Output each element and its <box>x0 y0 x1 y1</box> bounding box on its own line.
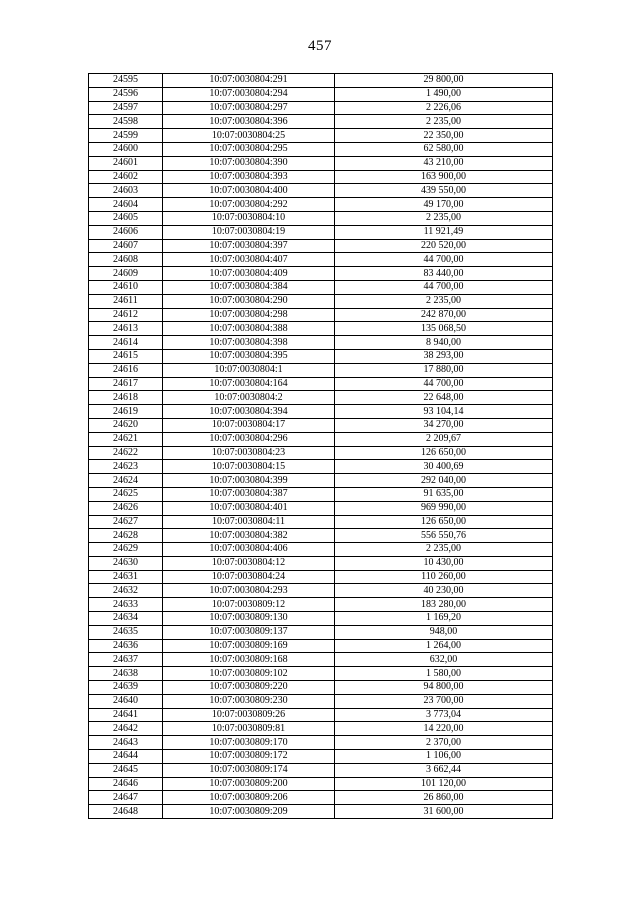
cadastral-number-cell: 10:07:0030809:81 <box>163 722 335 736</box>
row-number-cell: 24606 <box>89 225 163 239</box>
amount-cell: 220 520,00 <box>335 239 553 253</box>
row-number-cell: 24609 <box>89 267 163 281</box>
table-row <box>89 667 553 681</box>
table-row <box>89 543 553 557</box>
table-row <box>89 391 553 405</box>
amount-cell: 101 120,00 <box>335 777 553 791</box>
cadastral-number-cell: 10:07:0030804:298 <box>163 308 335 322</box>
row-number-cell: 24617 <box>89 377 163 391</box>
cadastral-number-cell: 10:07:0030809:102 <box>163 667 335 681</box>
table-row <box>89 805 553 819</box>
cadastral-number-cell: 10:07:0030804:384 <box>163 280 335 294</box>
row-number-cell: 24644 <box>89 750 163 764</box>
row-number-cell: 24622 <box>89 446 163 460</box>
row-number-cell: 24640 <box>89 694 163 708</box>
table-row <box>89 211 553 225</box>
table-row <box>89 460 553 474</box>
amount-cell: 632,00 <box>335 653 553 667</box>
cadastral-number-cell: 10:07:0030804:19 <box>163 225 335 239</box>
table-row <box>89 142 553 156</box>
amount-cell: 1 264,00 <box>335 639 553 653</box>
cadastral-number-cell: 10:07:0030804:399 <box>163 474 335 488</box>
cadastral-number-cell: 10:07:0030804:382 <box>163 529 335 543</box>
table-row <box>89 87 553 101</box>
row-number-cell: 24623 <box>89 460 163 474</box>
cadastral-number-cell: 10:07:0030809:168 <box>163 653 335 667</box>
amount-cell: 1 106,00 <box>335 750 553 764</box>
registry-table <box>88 73 553 819</box>
amount-cell: 163 900,00 <box>335 170 553 184</box>
row-number-cell: 24628 <box>89 529 163 543</box>
cadastral-number-cell: 10:07:0030804:295 <box>163 142 335 156</box>
table-row <box>89 253 553 267</box>
cadastral-number-cell: 10:07:0030804:15 <box>163 460 335 474</box>
amount-cell: 948,00 <box>335 625 553 639</box>
row-number-cell: 24647 <box>89 791 163 805</box>
row-number-cell: 24637 <box>89 653 163 667</box>
cadastral-number-cell: 10:07:0030804:296 <box>163 432 335 446</box>
amount-cell: 44 700,00 <box>335 253 553 267</box>
amount-cell: 3 662,44 <box>335 763 553 777</box>
table-row <box>89 184 553 198</box>
amount-cell: 91 635,00 <box>335 487 553 501</box>
table-row <box>89 101 553 115</box>
row-number-cell: 24624 <box>89 474 163 488</box>
row-number-cell: 24600 <box>89 142 163 156</box>
amount-cell: 17 880,00 <box>335 363 553 377</box>
row-number-cell: 24603 <box>89 184 163 198</box>
cadastral-number-cell: 10:07:0030809:170 <box>163 736 335 750</box>
amount-cell: 242 870,00 <box>335 308 553 322</box>
table-row <box>89 639 553 653</box>
table-row <box>89 750 553 764</box>
table-row <box>89 129 553 143</box>
amount-cell: 14 220,00 <box>335 722 553 736</box>
row-number-cell: 24596 <box>89 87 163 101</box>
row-number-cell: 24608 <box>89 253 163 267</box>
amount-cell: 38 293,00 <box>335 349 553 363</box>
row-number-cell: 24619 <box>89 405 163 419</box>
table-row <box>89 74 553 88</box>
row-number-cell: 24629 <box>89 543 163 557</box>
cadastral-number-cell: 10:07:0030804:23 <box>163 446 335 460</box>
amount-cell: 34 270,00 <box>335 418 553 432</box>
amount-cell: 556 550,76 <box>335 529 553 543</box>
row-number-cell: 24643 <box>89 736 163 750</box>
table-row <box>89 156 553 170</box>
table-row <box>89 736 553 750</box>
row-number-cell: 24601 <box>89 156 163 170</box>
row-number-cell: 24648 <box>89 805 163 819</box>
cadastral-number-cell: 10:07:0030804:407 <box>163 253 335 267</box>
table-row <box>89 529 553 543</box>
table-row <box>89 777 553 791</box>
cadastral-number-cell: 10:07:0030809:137 <box>163 625 335 639</box>
cadastral-number-cell: 10:07:0030804:395 <box>163 349 335 363</box>
table-row <box>89 349 553 363</box>
table-row <box>89 474 553 488</box>
table-row <box>89 336 553 350</box>
cadastral-number-cell: 10:07:0030804:11 <box>163 515 335 529</box>
table-row <box>89 570 553 584</box>
cadastral-number-cell: 10:07:0030804:398 <box>163 336 335 350</box>
cadastral-number-cell: 10:07:0030804:17 <box>163 418 335 432</box>
amount-cell: 2 235,00 <box>335 543 553 557</box>
table-row <box>89 556 553 570</box>
row-number-cell: 24611 <box>89 294 163 308</box>
table-row <box>89 515 553 529</box>
amount-cell: 26 860,00 <box>335 791 553 805</box>
table-row <box>89 280 553 294</box>
amount-cell: 439 550,00 <box>335 184 553 198</box>
amount-cell: 23 700,00 <box>335 694 553 708</box>
cadastral-number-cell: 10:07:0030804:406 <box>163 543 335 557</box>
table-row <box>89 308 553 322</box>
table-row <box>89 681 553 695</box>
cadastral-number-cell: 10:07:0030804:394 <box>163 405 335 419</box>
table-row <box>89 653 553 667</box>
table-row <box>89 763 553 777</box>
table-row <box>89 501 553 515</box>
amount-cell: 30 400,69 <box>335 460 553 474</box>
row-number-cell: 24631 <box>89 570 163 584</box>
table-row <box>89 446 553 460</box>
row-number-cell: 24607 <box>89 239 163 253</box>
cadastral-number-cell: 10:07:0030804:1 <box>163 363 335 377</box>
row-number-cell: 24613 <box>89 322 163 336</box>
row-number-cell: 24597 <box>89 101 163 115</box>
cadastral-number-cell: 10:07:0030809:12 <box>163 598 335 612</box>
table-row <box>89 625 553 639</box>
amount-cell: 11 921,49 <box>335 225 553 239</box>
cadastral-number-cell: 10:07:0030809:174 <box>163 763 335 777</box>
cadastral-number-cell: 10:07:0030804:396 <box>163 115 335 129</box>
row-number-cell: 24615 <box>89 349 163 363</box>
cadastral-number-cell: 10:07:0030804:393 <box>163 170 335 184</box>
row-number-cell: 24602 <box>89 170 163 184</box>
cadastral-number-cell: 10:07:0030804:293 <box>163 584 335 598</box>
cadastral-number-cell: 10:07:0030804:12 <box>163 556 335 570</box>
amount-cell: 62 580,00 <box>335 142 553 156</box>
amount-cell: 3 773,04 <box>335 708 553 722</box>
cadastral-number-cell: 10:07:0030809:169 <box>163 639 335 653</box>
row-number-cell: 24605 <box>89 211 163 225</box>
amount-cell: 83 440,00 <box>335 267 553 281</box>
row-number-cell: 24626 <box>89 501 163 515</box>
amount-cell: 183 280,00 <box>335 598 553 612</box>
cadastral-number-cell: 10:07:0030804:164 <box>163 377 335 391</box>
table-row <box>89 584 553 598</box>
cadastral-number-cell: 10:07:0030804:25 <box>163 129 335 143</box>
amount-cell: 1 580,00 <box>335 667 553 681</box>
cadastral-number-cell: 10:07:0030809:200 <box>163 777 335 791</box>
row-number-cell: 24621 <box>89 432 163 446</box>
row-number-cell: 24610 <box>89 280 163 294</box>
amount-cell: 22 350,00 <box>335 129 553 143</box>
amount-cell: 126 650,00 <box>335 515 553 529</box>
amount-cell: 29 800,00 <box>335 74 553 88</box>
table-row <box>89 598 553 612</box>
row-number-cell: 24636 <box>89 639 163 653</box>
cadastral-number-cell: 10:07:0030804:409 <box>163 267 335 281</box>
table-row <box>89 791 553 805</box>
table-row <box>89 432 553 446</box>
amount-cell: 292 040,00 <box>335 474 553 488</box>
table-row <box>89 418 553 432</box>
cadastral-number-cell: 10:07:0030809:172 <box>163 750 335 764</box>
row-number-cell: 24598 <box>89 115 163 129</box>
amount-cell: 110 260,00 <box>335 570 553 584</box>
cadastral-number-cell: 10:07:0030804:397 <box>163 239 335 253</box>
amount-cell: 8 940,00 <box>335 336 553 350</box>
table-row <box>89 239 553 253</box>
cadastral-number-cell: 10:07:0030804:291 <box>163 74 335 88</box>
amount-cell: 1 490,00 <box>335 87 553 101</box>
cadastral-number-cell: 10:07:0030804:2 <box>163 391 335 405</box>
amount-cell: 2 209,67 <box>335 432 553 446</box>
amount-cell: 94 800,00 <box>335 681 553 695</box>
row-number-cell: 24645 <box>89 763 163 777</box>
cadastral-number-cell: 10:07:0030804:388 <box>163 322 335 336</box>
cadastral-number-cell: 10:07:0030804:400 <box>163 184 335 198</box>
cadastral-number-cell: 10:07:0030804:10 <box>163 211 335 225</box>
amount-cell: 2 235,00 <box>335 211 553 225</box>
table-row <box>89 170 553 184</box>
cadastral-number-cell: 10:07:0030804:297 <box>163 101 335 115</box>
cadastral-number-cell: 10:07:0030804:24 <box>163 570 335 584</box>
amount-cell: 44 700,00 <box>335 280 553 294</box>
amount-cell: 22 648,00 <box>335 391 553 405</box>
row-number-cell: 24618 <box>89 391 163 405</box>
table-row <box>89 405 553 419</box>
row-number-cell: 24616 <box>89 363 163 377</box>
registry-table-body <box>89 74 553 819</box>
table-row <box>89 363 553 377</box>
row-number-cell: 24635 <box>89 625 163 639</box>
table-row <box>89 377 553 391</box>
row-number-cell: 24634 <box>89 612 163 626</box>
row-number-cell: 24639 <box>89 681 163 695</box>
cadastral-number-cell: 10:07:0030804:290 <box>163 294 335 308</box>
cadastral-number-cell: 10:07:0030809:130 <box>163 612 335 626</box>
row-number-cell: 24638 <box>89 667 163 681</box>
table-row <box>89 267 553 281</box>
amount-cell: 126 650,00 <box>335 446 553 460</box>
row-number-cell: 24632 <box>89 584 163 598</box>
row-number-cell: 24599 <box>89 129 163 143</box>
cadastral-number-cell: 10:07:0030804:401 <box>163 501 335 515</box>
table-row <box>89 694 553 708</box>
table-row <box>89 612 553 626</box>
cadastral-number-cell: 10:07:0030804:292 <box>163 198 335 212</box>
amount-cell: 2 226,06 <box>335 101 553 115</box>
amount-cell: 2 235,00 <box>335 294 553 308</box>
amount-cell: 2 235,00 <box>335 115 553 129</box>
table-row <box>89 115 553 129</box>
cadastral-number-cell: 10:07:0030809:230 <box>163 694 335 708</box>
table-row <box>89 322 553 336</box>
row-number-cell: 24627 <box>89 515 163 529</box>
amount-cell: 44 700,00 <box>335 377 553 391</box>
row-number-cell: 24620 <box>89 418 163 432</box>
cadastral-number-cell: 10:07:0030809:220 <box>163 681 335 695</box>
amount-cell: 2 370,00 <box>335 736 553 750</box>
row-number-cell: 24614 <box>89 336 163 350</box>
table-row <box>89 708 553 722</box>
amount-cell: 49 170,00 <box>335 198 553 212</box>
cadastral-number-cell: 10:07:0030809:209 <box>163 805 335 819</box>
table-row <box>89 198 553 212</box>
table-row <box>89 487 553 501</box>
cadastral-number-cell: 10:07:0030809:26 <box>163 708 335 722</box>
amount-cell: 43 210,00 <box>335 156 553 170</box>
row-number-cell: 24641 <box>89 708 163 722</box>
amount-cell: 135 068,50 <box>335 322 553 336</box>
row-number-cell: 24625 <box>89 487 163 501</box>
amount-cell: 10 430,00 <box>335 556 553 570</box>
row-number-cell: 24646 <box>89 777 163 791</box>
table-row <box>89 294 553 308</box>
cadastral-number-cell: 10:07:0030804:294 <box>163 87 335 101</box>
row-number-cell: 24604 <box>89 198 163 212</box>
row-number-cell: 24630 <box>89 556 163 570</box>
amount-cell: 969 990,00 <box>335 501 553 515</box>
amount-cell: 93 104,14 <box>335 405 553 419</box>
cadastral-number-cell: 10:07:0030809:206 <box>163 791 335 805</box>
page-number: 457 <box>308 38 332 54</box>
row-number-cell: 24642 <box>89 722 163 736</box>
row-number-cell: 24612 <box>89 308 163 322</box>
table-row <box>89 722 553 736</box>
table-row <box>89 225 553 239</box>
cadastral-number-cell: 10:07:0030804:390 <box>163 156 335 170</box>
row-number-cell: 24633 <box>89 598 163 612</box>
amount-cell: 1 169,20 <box>335 612 553 626</box>
amount-cell: 40 230,00 <box>335 584 553 598</box>
cadastral-number-cell: 10:07:0030804:387 <box>163 487 335 501</box>
amount-cell: 31 600,00 <box>335 805 553 819</box>
row-number-cell: 24595 <box>89 74 163 88</box>
